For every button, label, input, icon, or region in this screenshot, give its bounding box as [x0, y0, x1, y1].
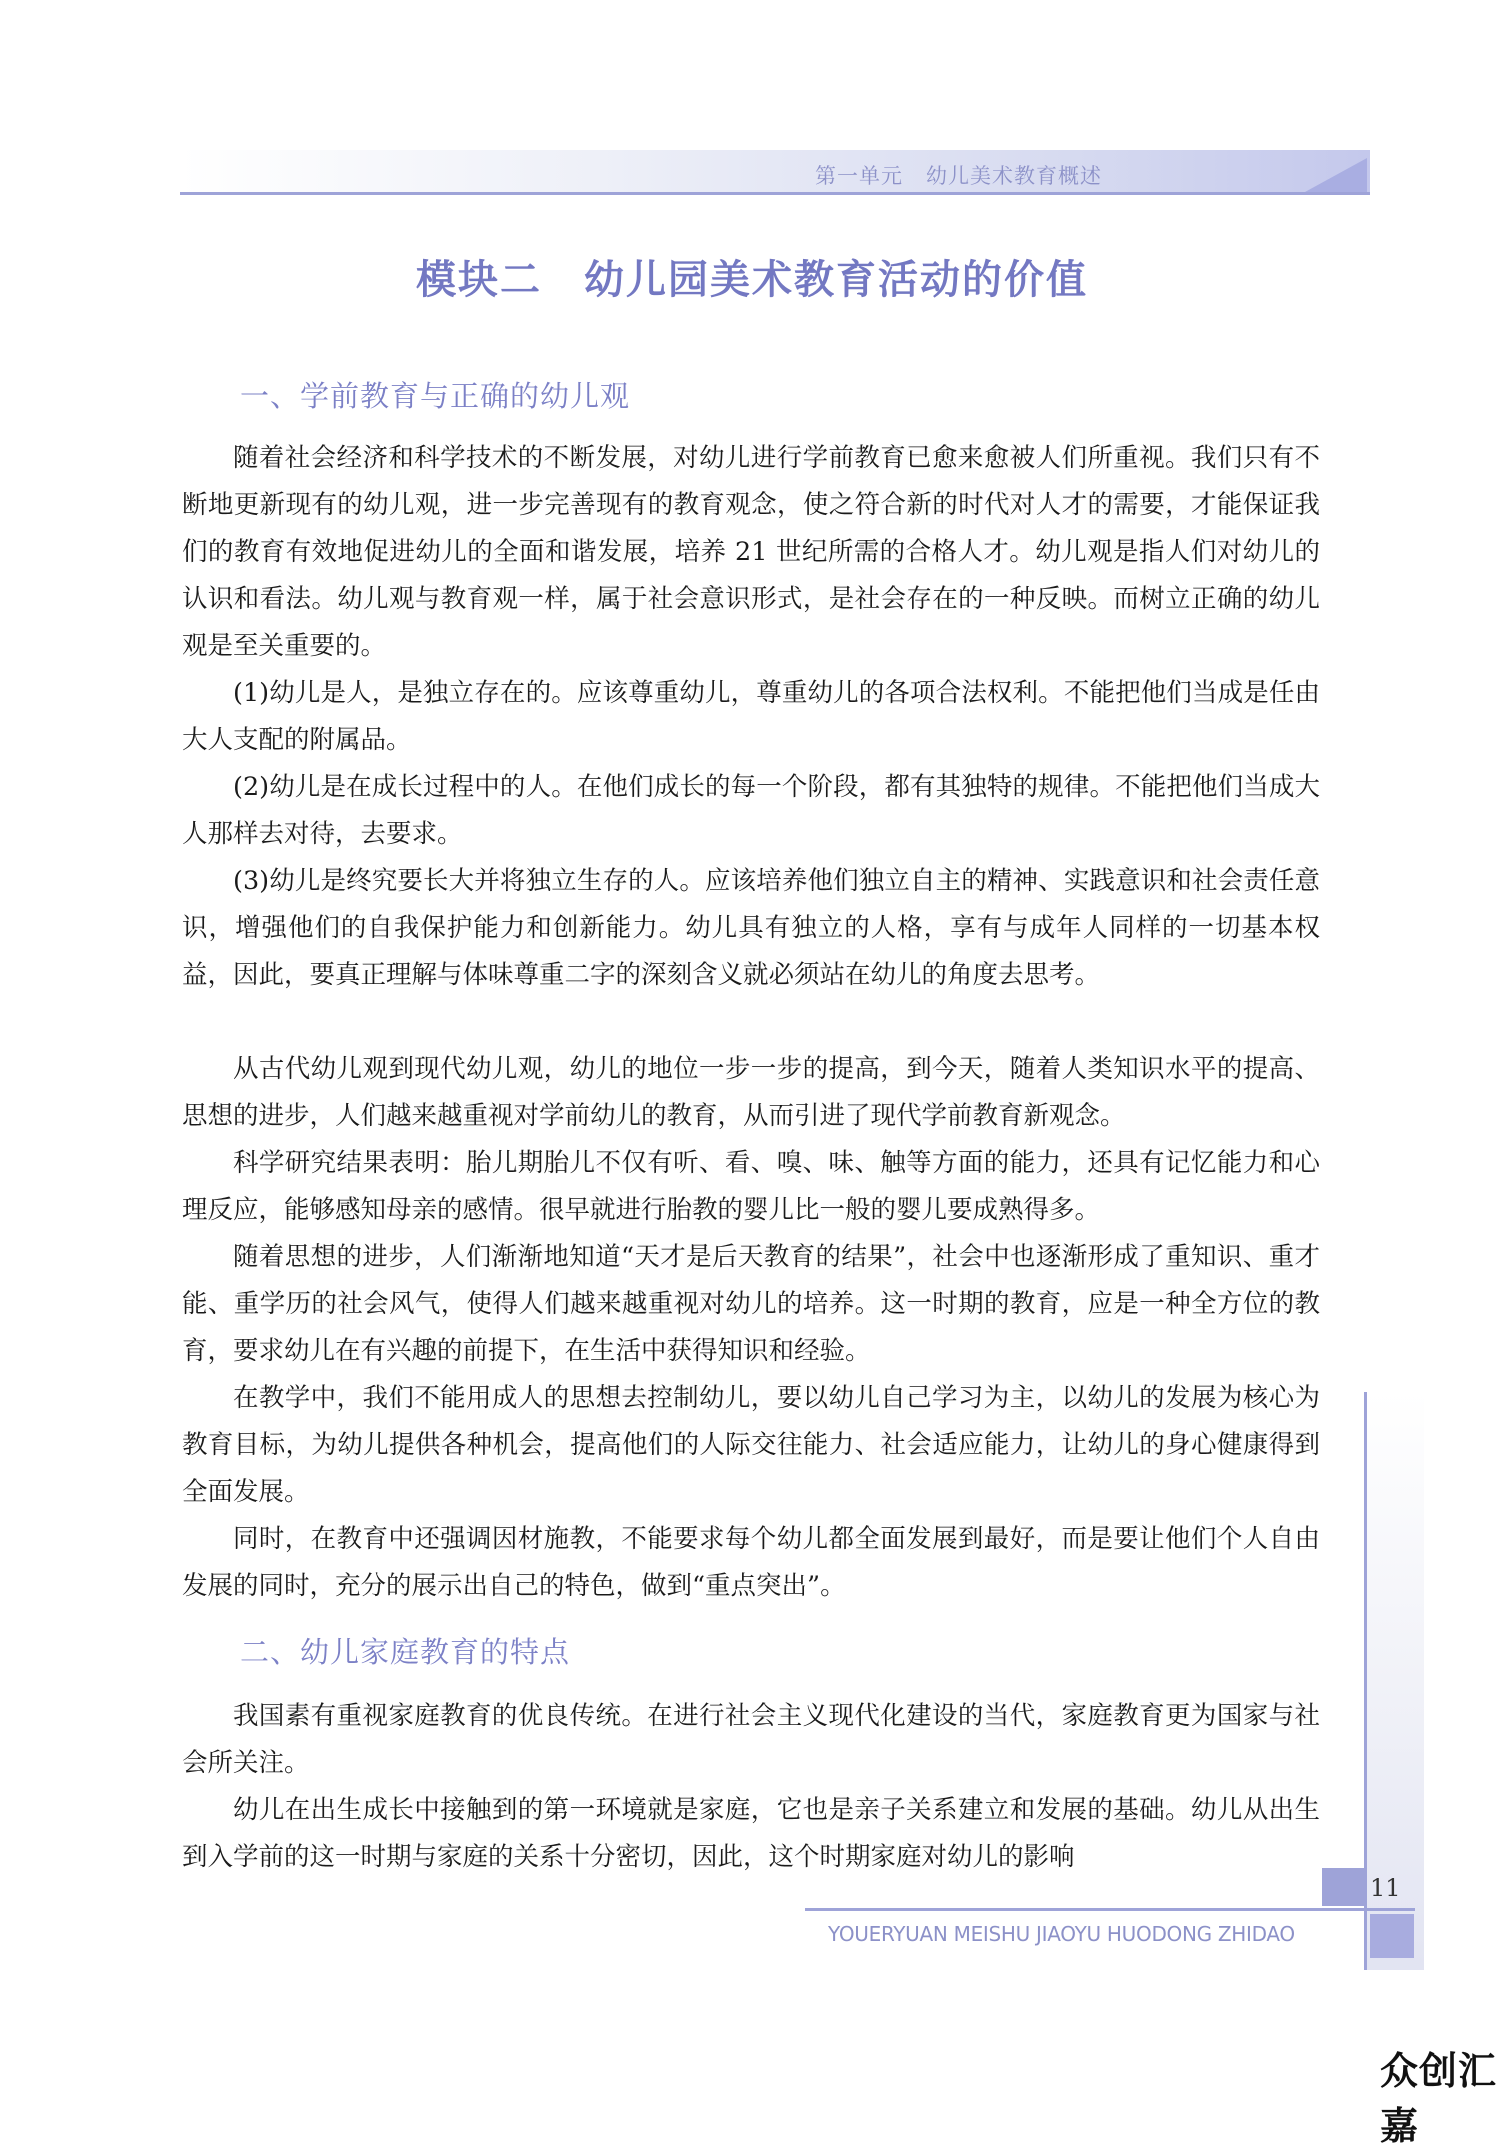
header-rule	[180, 192, 1370, 195]
page-number: 11	[1370, 1874, 1401, 1902]
header-band	[180, 150, 1370, 192]
paragraph: (2)幼儿是在成长过程中的人。在他们成长的每一个阶段，都有其独特的规律。不能把他们当成大人那样去对待，去要求。	[182, 772, 1320, 849]
paragraph: 随着社会经济和科学技术的不断发展，对幼儿进行学前教育已愈来愈被人们所重视。我们只有不断地更新现有的幼儿观，进一步完善现有的教育观念，使之符合新的时代对人才的需要，才能保证我们的教育有效地促进幼儿的全面和谐发展，培养 21 世纪所需的合格人才。幼儿观是指人们对幼儿的认识和看法。幼儿观与教育观一样，属于社会意识形式，是社会存在的一种反映。而树立正确的幼儿观是至关重要的。	[182, 443, 1320, 661]
section-heading-1: 一、学前教育与正确的幼儿观	[240, 379, 631, 413]
paragraph: (3)幼儿是终究要长大并将独立生存的人。应该培养他们独立自主的精神、实践意识和社会责任意识，增强他们的自我保护能力和创新能力。幼儿具有独立的人格，享有与成年人同样的一切基本权益，因此，要真正理解与体味尊重二字的深刻含义就必须站在幼儿的角度去思考。	[182, 866, 1320, 990]
section-heading-2: 二、幼儿家庭教育的特点	[240, 1635, 571, 1669]
unit-title: 幼儿美术教育概述	[926, 164, 1103, 188]
watermark-logo: 众创汇嘉	[1380, 2049, 1498, 2148]
paragraph: 同时，在教育中还强调因材施教，不能要求每个幼儿都全面发展到最好，而是要让他们个人自由发展的同时，充分的展示出自己的特色，做到“重点突出”。	[182, 1524, 1320, 1601]
paragraph: 从古代幼儿观到现代幼儿观，幼儿的地位一步一步的提高，到今天，随着人类知识水平的提高、思想的进步，人们越来越重视对学前幼儿的教育，从而引进了现代学前教育新观念。	[182, 1054, 1320, 1131]
decor-square	[1322, 1868, 1364, 1906]
paragraph: 科学研究结果表明：胎儿期胎儿不仅有听、看、嗅、味、触等方面的能力，还具有记忆能力和心理反应，能够感知母亲的感情。很早就进行胎教的婴儿比一般的婴儿要成熟得多。	[182, 1148, 1320, 1225]
paragraph: 幼儿在出生成长中接触到的第一环境就是家庭，它也是亲子关系建立和发展的基础。幼儿从出生到入学前的这一时期与家庭的关系十分密切，因此，这个时期家庭对幼儿的影响	[182, 1795, 1320, 1872]
footer-book-title: YOUERYUAN MEISHU JIAOYU HUODONG ZHIDAO	[828, 1922, 1295, 1946]
footer-rule	[805, 1908, 1415, 1911]
paragraph: (1)幼儿是人，是独立存在的。应该尊重幼儿，尊重幼儿的各项合法权利。不能把他们当成是任由大人支配的附属品。	[182, 678, 1320, 755]
decor-square	[1370, 1914, 1414, 1958]
header-triangle	[1305, 158, 1367, 192]
page-title: 模块二 幼儿园美术教育活动的价值	[416, 256, 1088, 303]
unit-label: 第一单元	[815, 164, 903, 188]
paragraph: 随着思想的进步，人们渐渐地知道“天才是后天教育的结果”，社会中也逐渐形成了重知识、重才能、重学历的社会风气，使得人们越来越重视对幼儿的培养。这一时期的教育，应是一种全方位的教育，要求幼儿在有兴趣的前提下，在生活中获得知识和经验。	[182, 1242, 1320, 1366]
paragraph: 我国素有重视家庭教育的优良传统。在进行社会主义现代化建设的当代，家庭教育更为国家与社会所关注。	[182, 1701, 1320, 1778]
paragraph: 在教学中，我们不能用成人的思想去控制幼儿，要以幼儿自己学习为主，以幼儿的发展为核心为教育目标，为幼儿提供各种机会，提高他们的人际交往能力、社会适应能力，让幼儿的身心健康得到全面发展。	[182, 1383, 1320, 1507]
side-rule	[1364, 1392, 1367, 1970]
running-header	[815, 160, 1102, 190]
